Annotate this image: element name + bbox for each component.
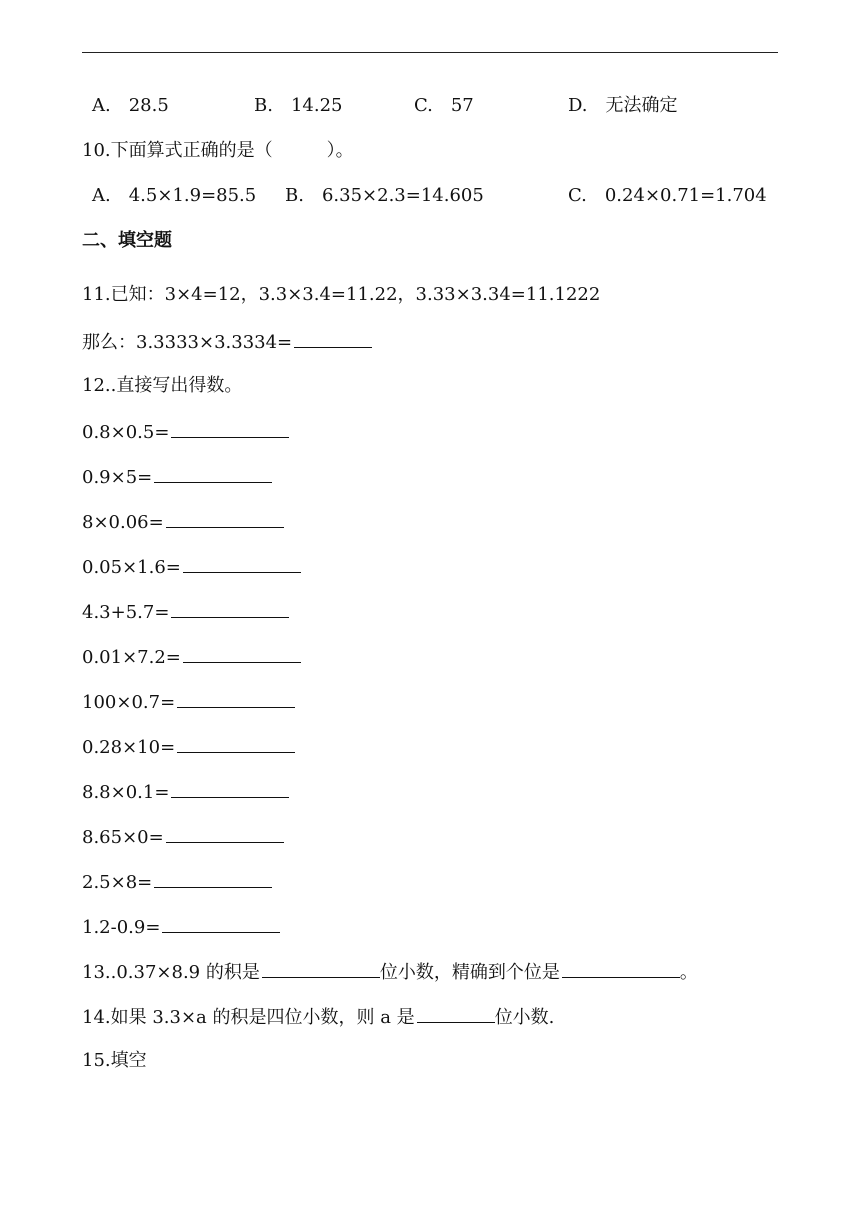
q12-item xyxy=(82,599,289,625)
q12-item xyxy=(82,689,295,715)
q12-expression: 1.2-0.9= xyxy=(82,917,161,938)
option-text: 4.5×1.9=85.5 xyxy=(128,185,257,206)
option-text: 无法确定 xyxy=(605,95,678,116)
answer-blank[interactable] xyxy=(171,419,289,438)
answer-blank[interactable] xyxy=(183,554,301,573)
q11-expression: 那么：3.3333×3.3334= xyxy=(82,332,293,353)
q14-text-1: 14.如果 3.3×a 的积是四位小数，则 a 是 xyxy=(82,1007,415,1028)
option-letter: B. xyxy=(285,185,304,206)
q12-expression: 0.28×10= xyxy=(82,737,176,758)
q12-expression: 100×0.7= xyxy=(82,692,176,713)
q12-item xyxy=(82,869,272,895)
option-letter: A. xyxy=(92,185,111,206)
q11-line1: 11.已知：3×4=12，3.3×3.4=11.22，3.33×3.34=11.1222 xyxy=(82,284,601,305)
option-letter: A. xyxy=(92,95,111,116)
q14-text-2: 位小数. xyxy=(494,1007,555,1028)
q12-expression: 0.9×5= xyxy=(82,467,153,488)
q15-stem: 15.填空 xyxy=(82,1050,147,1071)
answer-blank[interactable] xyxy=(177,689,295,708)
q9-option-c xyxy=(414,94,474,118)
q10-option-b xyxy=(285,184,484,208)
q9-option-a xyxy=(92,94,169,118)
section-title: 二、填空题 xyxy=(82,230,172,251)
answer-blank[interactable] xyxy=(177,734,295,753)
q9-option-b xyxy=(254,94,342,118)
q14-line xyxy=(82,1004,554,1030)
q10-stem: 10.下面算式正确的是（ ）。 xyxy=(82,140,354,161)
q13-text-3: 。 xyxy=(679,962,698,983)
q12-expression: 0.05×1.6= xyxy=(82,557,181,578)
q12-item xyxy=(82,509,284,535)
q10-option-a xyxy=(92,184,256,208)
answer-blank[interactable] xyxy=(162,914,280,933)
option-letter: D. xyxy=(568,95,588,116)
q12-expression: 4.3+5.7= xyxy=(82,602,170,623)
q13-line xyxy=(82,959,698,985)
option-letter: C. xyxy=(568,185,587,206)
q12-item xyxy=(82,644,301,670)
q12-stem: 12..直接写出得数。 xyxy=(82,375,243,396)
header-rule xyxy=(82,52,778,53)
q12-item xyxy=(82,464,272,490)
q12-item xyxy=(82,914,280,940)
q10-option-c xyxy=(568,184,767,208)
answer-blank[interactable] xyxy=(294,329,372,348)
answer-blank[interactable] xyxy=(562,959,680,978)
q12-expression: 8×0.06= xyxy=(82,512,164,533)
option-text: 0.24×0.71=1.704 xyxy=(604,185,767,206)
answer-blank[interactable] xyxy=(166,824,284,843)
q12-item xyxy=(82,779,289,805)
answer-blank[interactable] xyxy=(417,1004,495,1023)
q13-text-1: 13..0.37×8.9 的积是 xyxy=(82,962,260,983)
answer-blank[interactable] xyxy=(262,959,380,978)
q12-item xyxy=(82,554,301,580)
q12-item xyxy=(82,419,289,445)
option-text: 6.35×2.3=14.605 xyxy=(321,185,484,206)
answer-blank[interactable] xyxy=(171,779,289,798)
q12-expression: 8.8×0.1= xyxy=(82,782,170,803)
option-text: 57 xyxy=(450,95,474,116)
answer-blank[interactable] xyxy=(171,599,289,618)
option-letter: B. xyxy=(254,95,273,116)
q12-expression: 0.8×0.5= xyxy=(82,422,170,443)
q12-item xyxy=(82,824,284,850)
answer-blank[interactable] xyxy=(183,644,301,663)
answer-blank[interactable] xyxy=(154,464,272,483)
answer-blank[interactable] xyxy=(154,869,272,888)
option-text: 28.5 xyxy=(128,95,169,116)
option-text: 14.25 xyxy=(290,95,343,116)
q12-expression: 0.01×7.2= xyxy=(82,647,181,668)
q9-option-d xyxy=(568,94,678,118)
answer-blank[interactable] xyxy=(166,509,284,528)
option-letter: C. xyxy=(414,95,433,116)
q13-text-2: 位小数，精确到个位是 xyxy=(379,962,560,983)
q12-expression: 8.65×0= xyxy=(82,827,164,848)
q11-line2 xyxy=(82,329,372,355)
q12-item xyxy=(82,734,295,760)
q12-expression: 2.5×8= xyxy=(82,872,153,893)
